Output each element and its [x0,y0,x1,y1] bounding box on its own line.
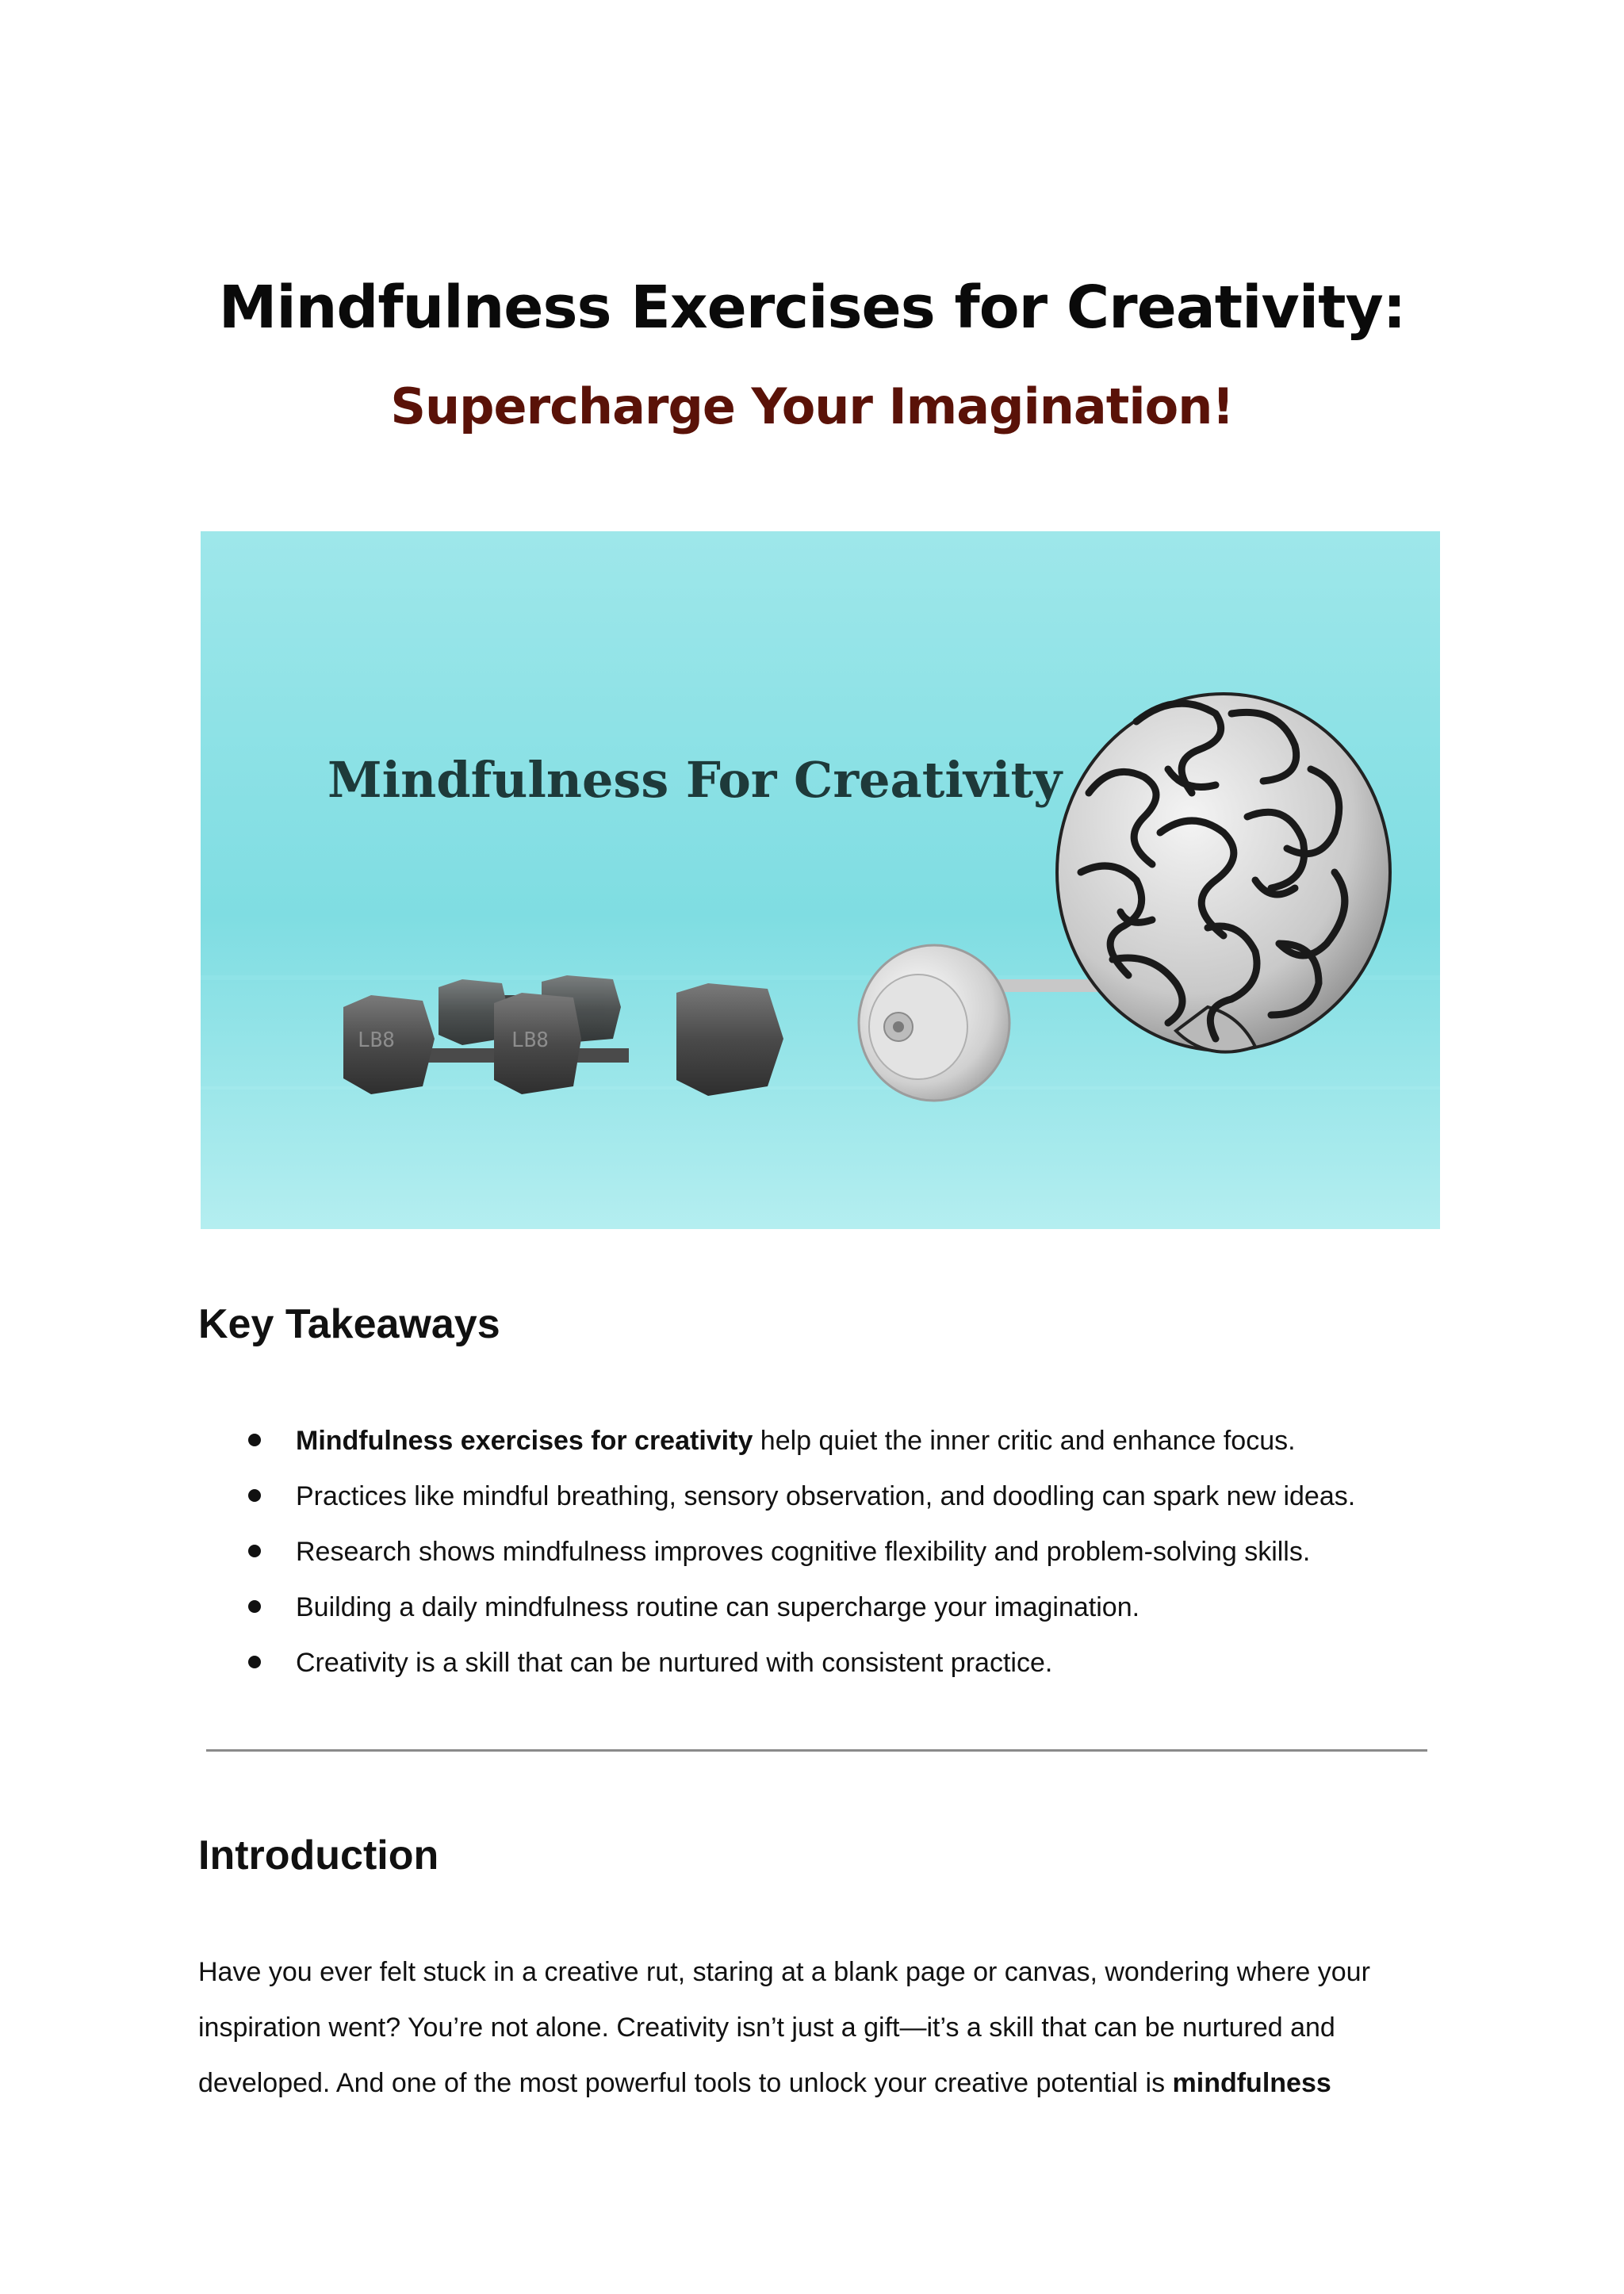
list-item: Building a daily mindfulness routine can supercharge your imagination. [238,1580,1355,1635]
bullet-icon [248,1545,261,1557]
key-takeaways-heading: Key Takeaways [198,1301,500,1347]
dumbbell-plate-text: LB8 [358,1028,395,1052]
key-takeaways-list [238,1413,1355,1691]
brain-illustration [1057,694,1390,1052]
dumbbell-front [343,983,783,1096]
section-divider [206,1749,1427,1752]
intro-line-1: Have you ever felt stuck in a creative rut, staring at a blank page or canvas, wondering where your [198,1957,1370,1987]
list-item: Practices like mindful breathing, sensory observation, and doodling can spark new ideas. [238,1469,1355,1524]
svg-text:LB8: LB8 [511,1028,549,1052]
hero-image [201,531,1440,1229]
bullet-icon [248,1656,261,1668]
introduction-paragraph [198,1944,1451,2111]
intro-bold-term: mindfulness [1172,2068,1331,2098]
introduction-heading: Introduction [198,1833,439,1878]
list-item: Creativity is a skill that can be nurtured with consistent practice. [238,1635,1355,1691]
page-title: Mindfulness Exercises for Creativity: [218,274,1406,342]
list-item: Research shows mindfulness improves cognitive flexibility and problem-solving skills. [238,1524,1355,1580]
page-subtitle: Supercharge Your Imagination! [390,377,1234,435]
list-item: Mindfulness exercises for creativity help quiet the inner critic and enhance focus. [238,1413,1355,1469]
intro-line-2: inspiration went? You’re not alone. Creativity isn’t just a gift—it’s a skill that can be nurtured and [198,2013,1335,2043]
bullet-icon [248,1600,261,1613]
bullet-icon [248,1489,261,1502]
hero-caption: Mindfulness For Creativity [327,751,1063,809]
intro-line-3: developed. And one of the most powerful tools to unlock your creative potential is mindfulness [198,2068,1331,2098]
bullet-icon [248,1434,261,1446]
